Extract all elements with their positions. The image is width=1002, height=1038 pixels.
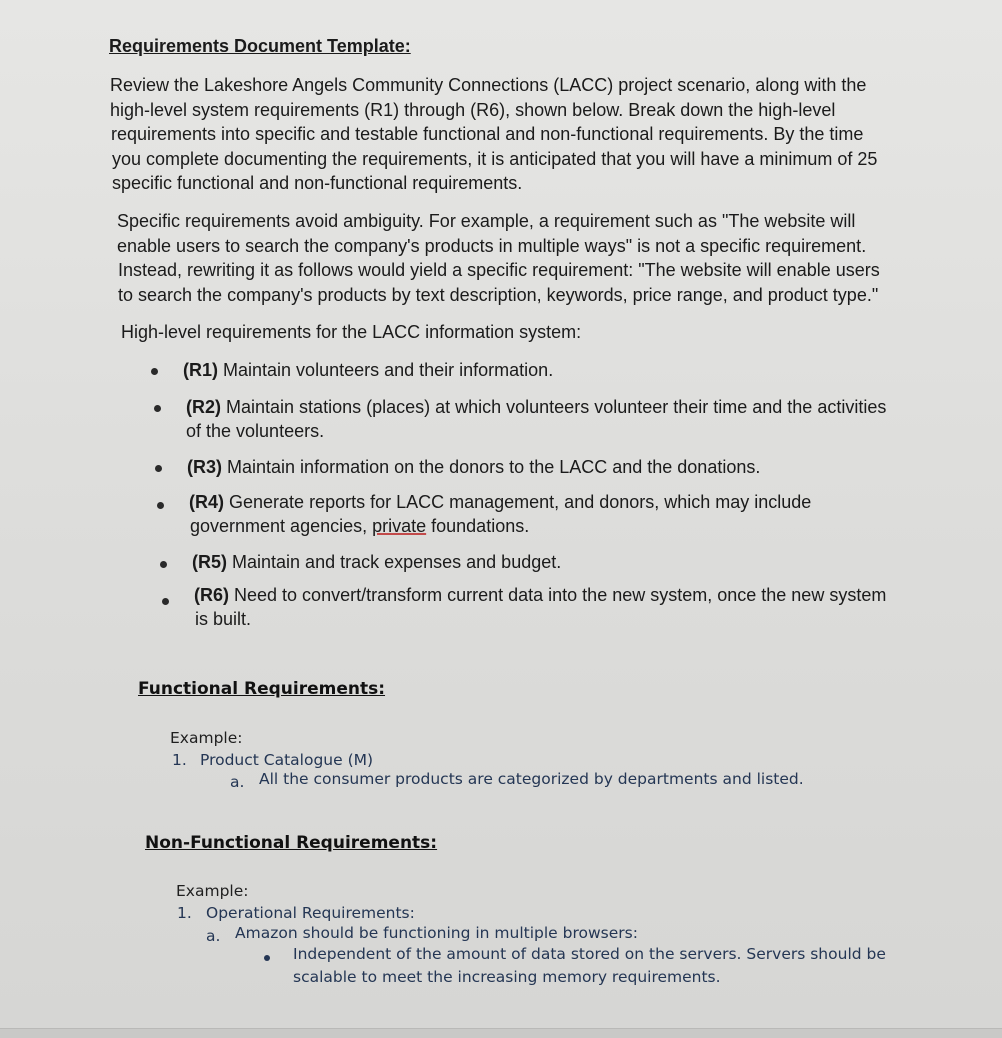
functional-sub-letter: a. [230, 773, 245, 791]
nonfunctional-bullet-text: scalable to meet the increasing memory requirements. [293, 968, 721, 986]
functional-example-label: Example: [170, 729, 243, 747]
spellcheck-word: private [372, 516, 427, 536]
nonfunctional-sub-text: Amazon should be functioning in multiple browsers: [235, 924, 638, 942]
requirement-id: (R2) [186, 397, 221, 417]
requirement-id: (R6) [194, 585, 229, 605]
bullet-icon [160, 561, 167, 568]
functional-sub-text: All the consumer products are categorized by departments and listed. [259, 770, 804, 788]
requirement-item [183, 358, 553, 383]
bullet-icon [264, 955, 270, 961]
bullet-icon [157, 502, 164, 509]
nonfunctional-item-number: 1. [177, 904, 192, 922]
nonfunctional-bullet-text: Independent of the amount of data stored on the servers. Servers should be [293, 945, 886, 963]
intro-line: Review the Lakeshore Angels Community Connections (LACC) project scenario, along with the [110, 75, 867, 95]
requirement-text-cont: is built. [195, 609, 252, 629]
template-heading: Requirements Document Template: [109, 36, 411, 56]
requirement-text: Maintain stations (places) at which volunteers volunteer their time and the activities [226, 397, 887, 417]
highlevel-intro: High-level requirements for the LACC information system: [121, 322, 582, 342]
functional-item-text: Product Catalogue (M) [200, 751, 374, 769]
requirement-item [189, 490, 811, 515]
requirement-id: (R5) [192, 552, 227, 572]
requirement-text-cont: government agencies, private foundations. [190, 516, 530, 536]
specific-line: to search the company's products by text description, keywords, price range, and product type." [118, 284, 879, 305]
intro-line: specific functional and non-functional requirements. [112, 173, 523, 193]
intro-line: requirements into specific and testable functional and non-functional requirements. By the time [111, 124, 864, 144]
functional-item-number: 1. [172, 751, 187, 769]
requirement-text: Maintain information on the donors to the LACC and the donations. [227, 457, 761, 477]
bullet-icon [154, 405, 161, 412]
functional-heading: Functional Requirements: [138, 679, 386, 699]
requirement-text-cont: of the volunteers. [186, 421, 325, 441]
bullet-icon [155, 465, 162, 472]
requirement-text: Need to convert/transform current data into the new system, once the new system [234, 585, 887, 605]
bullet-icon [162, 598, 169, 605]
nonfunctional-sub-letter: a. [206, 927, 221, 945]
specific-line: enable users to search the company's products in multiple ways" is not a specific requirement. [117, 235, 867, 256]
requirement-item [192, 550, 561, 575]
requirement-text: Maintain volunteers and their information. [223, 360, 554, 380]
requirement-text: Generate reports for LACC management, and donors, which may include [229, 492, 812, 512]
intro-line: you complete documenting the requirements, it is anticipated that you will have a minimum of 25 [112, 148, 878, 169]
nonfunctional-example-label: Example: [176, 882, 249, 900]
nonfunctional-heading: Non-Functional Requirements: [145, 833, 438, 853]
requirement-item [194, 583, 886, 608]
specific-line: Specific requirements avoid ambiguity. For example, a requirement such as "The website will [117, 211, 856, 231]
bullet-icon [151, 368, 158, 375]
requirement-text: Maintain and track expenses and budget. [232, 552, 562, 572]
nonfunctional-item-text: Operational Requirements: [206, 904, 415, 922]
requirement-id: (R3) [187, 457, 222, 477]
requirement-id: (R1) [183, 360, 218, 380]
requirement-item [186, 395, 886, 420]
requirement-item [187, 455, 760, 480]
intro-line: high-level system requirements (R1) through (R6), shown below. Break down the high-level [110, 99, 836, 120]
specific-line: Instead, rewriting it as follows would yield a specific requirement: "The website will enable users [118, 260, 880, 280]
requirement-id: (R4) [189, 492, 224, 512]
